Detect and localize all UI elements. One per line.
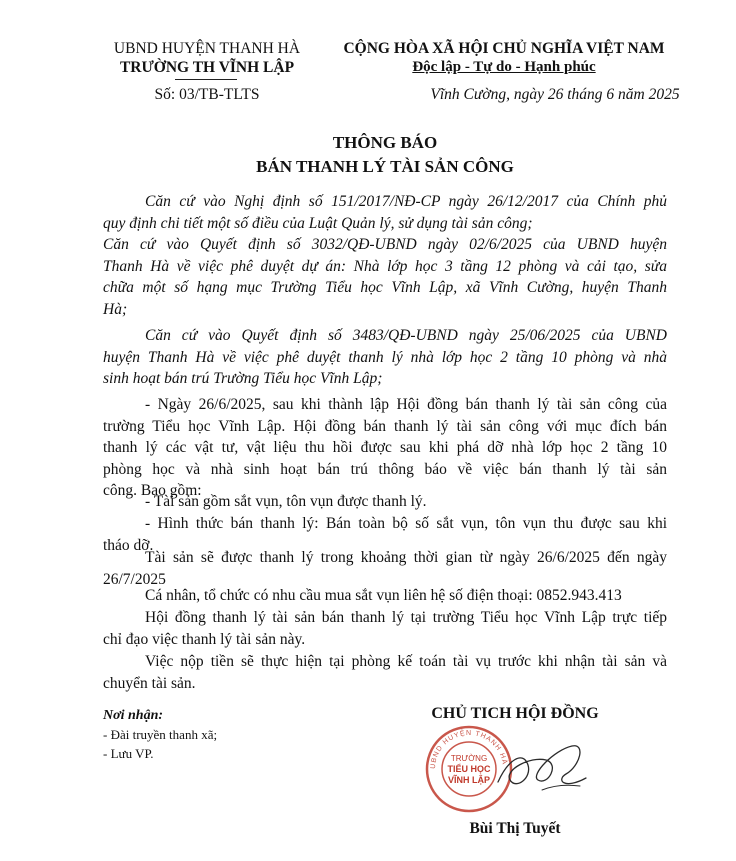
- agency-name: TRƯỜNG TH VĨNH LẬP: [119, 59, 295, 76]
- text-line: Cá nhân, tổ chức có nhu cầu mua sắt vụn liên hệ số điện thoại: 0852.943.413: [145, 587, 622, 604]
- body-paragraph-7: [103, 651, 667, 694]
- stamp-line2: TIỂU HỌC: [447, 764, 491, 774]
- text-line: Căn cứ vào Nghị định số 151/2017/NĐ-CP ngày 26/12/2017 của Chính phủ: [145, 193, 667, 210]
- agency-underline: [175, 79, 237, 80]
- text-line: Tài sản sẽ được thanh lý trong khoảng thời gian từ ngày 26/6/2025 đến ngày: [145, 549, 667, 566]
- signature-role: CHỦ TICH HỘI ĐỒNG: [431, 705, 599, 722]
- text-line: chỉ đạo việc thanh lý tài sản này.: [103, 630, 306, 648]
- text-line: chuyển tài sản.: [103, 674, 196, 692]
- body-paragraph-2: [103, 491, 667, 513]
- stamp-ring-text: UBND HUYỆN THANH HÀ: [429, 729, 508, 770]
- motto: Độc lập - Tự do - Hạnh phúc: [412, 59, 596, 75]
- stamp-line3: VĨNH LẬP: [447, 775, 491, 785]
- recipient-item: - Lưu VP.: [103, 746, 154, 761]
- body-paragraph-4: [103, 547, 667, 590]
- recipient-item: - Đài truyền thanh xã;: [103, 727, 218, 742]
- text-line: 26/7/2025: [103, 570, 166, 588]
- text-line: công. Bao gồm:: [103, 482, 202, 499]
- text-line: sinh hoạt bán trú Trường Tiểu học Vĩnh Lập;: [103, 370, 383, 387]
- text-line: Việc nộp tiền sẽ thực hiện tại phòng kế toán tài vụ trước khi nhận tài sản và: [145, 653, 667, 670]
- title-line2: BÁN THANH LÝ TÀI SẢN CÔNG: [256, 157, 514, 176]
- text-line: - Tài sản gồm sắt vụn, tôn vụn được thanh lý.: [145, 493, 427, 510]
- text-line: Hội đồng thanh lý tài sản bán thanh lý tại trường Tiểu học Vĩnh Lập trực tiếp: [145, 609, 667, 626]
- text-line: chữa một số hạng mục Trường Tiểu học Vĩnh Lập, xã Vĩnh Cường, huyện Thanh: [103, 279, 667, 296]
- basis-paragraph-3: [103, 325, 667, 390]
- country-name: CỘNG HÒA XÃ HỘI CHỦ NGHĨA VIỆT NAM: [343, 40, 665, 57]
- stamp-line1: TRƯỜNG: [450, 754, 488, 763]
- place-date: Vĩnh Cường, ngày 26 tháng 6 năm 2025: [430, 86, 680, 103]
- body-paragraph-5: [103, 585, 667, 607]
- text-line: Căn cứ vào Quyết định số 3032/QĐ-UBND ngày 02/6/2025 của UBND huyện: [103, 236, 667, 253]
- text-line: tháo dỡ.: [103, 536, 154, 554]
- text-line: Căn cứ vào Quyết định số 3483/QĐ-UBND ngày 25/06/2025 của UBND: [145, 327, 667, 344]
- body-paragraph-1: [103, 394, 667, 502]
- text-line: - Ngày 26/6/2025, sau khi thành lập Hội đồng bán thanh lý tài sản công của: [145, 396, 667, 413]
- body-paragraph-6: [103, 607, 667, 650]
- text-line: huyện Thanh Hà về việc phê duyệt thanh lý nhà lớp học 2 tầng 10 phòng và nhà: [103, 348, 667, 366]
- agency-parent: UBND HUYỆN THANH HÀ: [113, 40, 301, 57]
- signer-name: Bùi Thị Tuyết: [469, 820, 561, 837]
- text-line: - Hình thức bán thanh lý: Bán toàn bộ số sắt vụn, tôn vụn thu được sau khi: [145, 515, 667, 532]
- text-line: Hà;: [103, 300, 128, 318]
- text-line: trường Tiểu học Vĩnh Lập. Hội đồng bán thanh lý tài sản công với mục đích bán: [103, 417, 667, 435]
- doc-number: Số: 03/TB-TLTS: [154, 86, 260, 103]
- text-line: phòng học và nhà sinh hoạt bán trú thông báo về việc bán thanh lý tài sản: [103, 460, 667, 478]
- text-line: quy định chi tiết một số điều của Luật Quản lý, sử dụng tài sản công;: [103, 214, 533, 232]
- title-line1: THÔNG BÁO: [332, 133, 438, 152]
- basis-paragraph-1: [103, 191, 667, 234]
- basis-paragraph-2: [103, 234, 667, 320]
- text-line: thanh lý các vật tư, vật liệu thu hồi được sau khi phá dỡ nhà lớp học 2 tầng 10: [103, 439, 667, 456]
- recipients-label: Nơi nhận:: [103, 708, 164, 723]
- text-line: Thanh Hà về việc phê duyệt dự án: Nhà lớp học 3 tầng 12 phòng và cải tạo, sửa: [103, 257, 667, 275]
- handwritten-signature: [468, 720, 608, 810]
